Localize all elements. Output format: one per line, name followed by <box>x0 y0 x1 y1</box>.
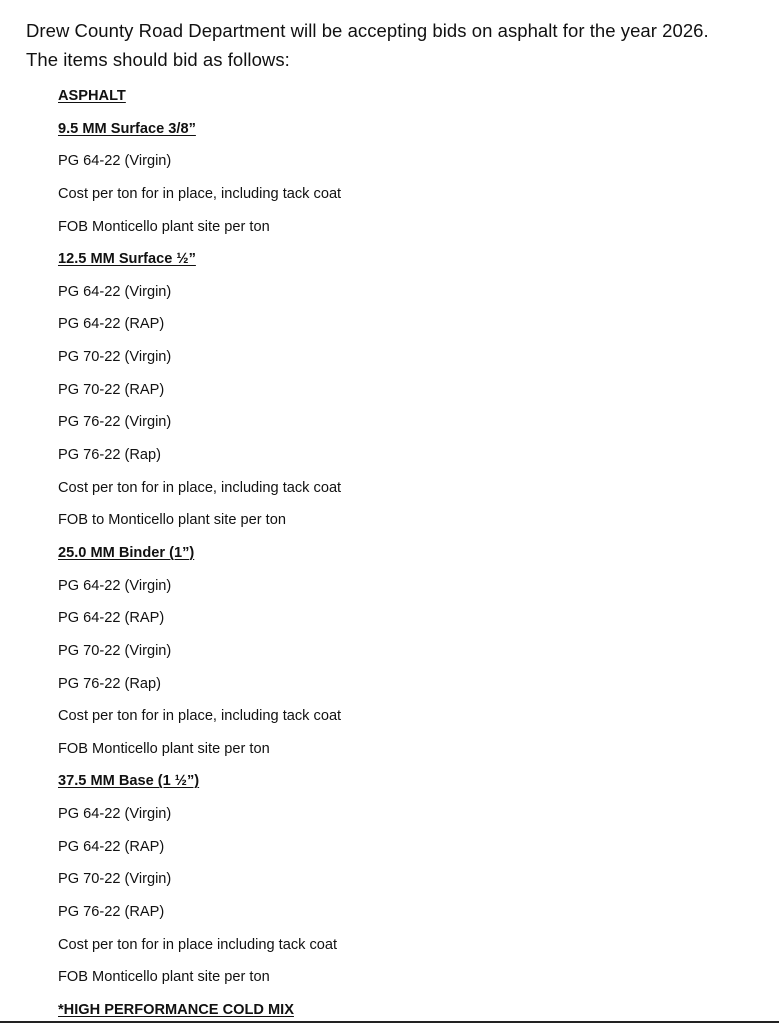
bid-item: Cost per ton for in place including tack coat <box>58 936 338 953</box>
bid-item: PG 70-22 (Virgin) <box>58 642 172 659</box>
bid-item: PG 64-22 (RAP) <box>58 610 165 627</box>
bid-item: Cost per ton for in place, including tack coat <box>58 185 342 202</box>
bid-item: PG 64-22 (Virgin) <box>58 283 172 300</box>
bid-item: PG 76-22 (Virgin) <box>58 414 172 431</box>
section-heading: 25.0 MM Binder (1”) <box>58 544 195 561</box>
bid-item: FOB Monticello plant site per ton <box>58 218 270 235</box>
bid-item: PG 70-22 (Virgin) <box>58 871 172 888</box>
bid-item: PG 64-22 (RAP) <box>58 838 165 855</box>
bid-item: PG 70-22 (RAP) <box>58 381 165 398</box>
bid-announcement <box>26 16 766 74</box>
bid-item: PG 64-22 (Virgin) <box>58 153 172 170</box>
page-bottom-rule <box>0 1021 779 1023</box>
bid-item: PG 76-22 (Rap) <box>58 447 162 464</box>
bid-item: Cost per ton for in place, including tack coat <box>58 708 342 725</box>
bid-items-list <box>58 84 341 1031</box>
section-heading: 37.5 MM Base (1 ½”) <box>58 773 200 790</box>
bid-item: PG 76-22 (RAP) <box>58 904 165 921</box>
section-heading: 12.5 MM Surface ½” <box>58 251 196 268</box>
section-heading: 9.5 MM Surface 3/8” <box>58 120 196 137</box>
bid-item: Cost per ton for in place, including tack coat <box>58 479 342 496</box>
announcement-line-2: The items should bid as follows: <box>26 49 290 70</box>
announcement-line-1: Drew County Road Department will be accepting bids on asphalt for the year 2026. <box>26 20 709 41</box>
bid-item: PG 64-22 (Virgin) <box>58 806 172 823</box>
bid-item: PG 70-22 (Virgin) <box>58 349 172 366</box>
bid-item: PG 64-22 (RAP) <box>58 316 165 333</box>
bid-item: FOB Monticello plant site per ton <box>58 969 270 986</box>
bid-item: PG 76-22 (Rap) <box>58 675 162 692</box>
section-heading: ASPHALT <box>58 88 126 104</box>
section-heading: *HIGH PERFORMANCE COLD MIX <box>58 1001 294 1018</box>
bid-item: FOB Monticello plant site per ton <box>58 740 270 757</box>
bid-item: PG 64-22 (Virgin) <box>58 577 172 594</box>
bid-item: FOB to Monticello plant site per ton <box>58 512 286 529</box>
